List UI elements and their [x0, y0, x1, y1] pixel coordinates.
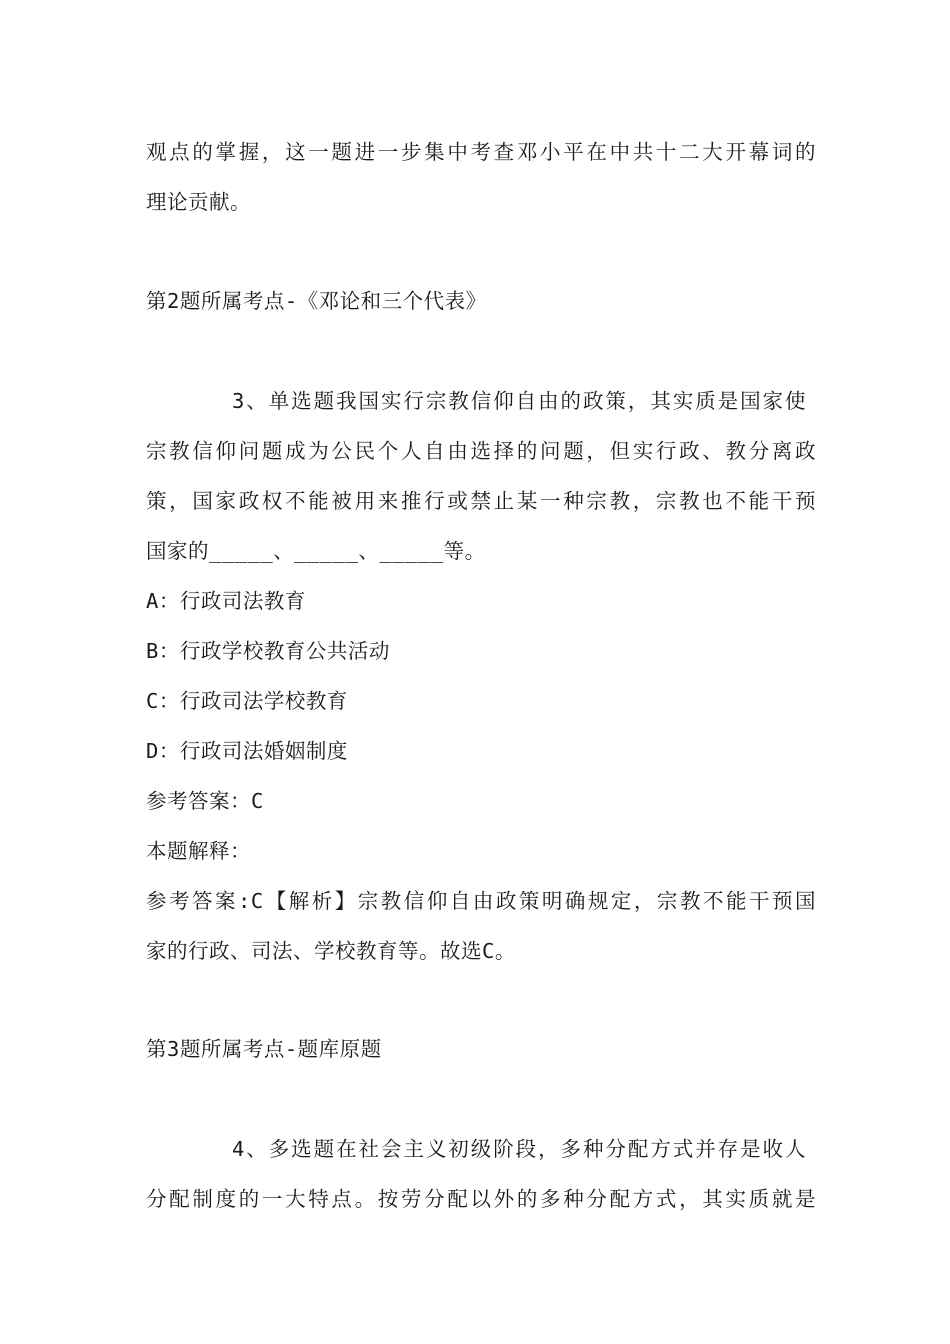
option-b: B：行政学校教育公共活动 [146, 639, 390, 663]
option-c: C：行政司法学校教育 [146, 689, 348, 713]
section-heading: 第2题所属考点-《邓论和三个代表》 [146, 289, 487, 313]
question-stem-line: 分配制度的一大特点。按劳分配以外的多种分配方式，其实质就是 [146, 1187, 816, 1211]
question-stem-line: 4、多选题在社会主义初级阶段，多种分配方式并存是收人 [232, 1137, 806, 1161]
paragraph-line: 理论贡献。 [146, 190, 251, 214]
paragraph-line: 观点的掌握，这一题进一步集中考查邓小平在中共十二大开幕词的 [146, 140, 816, 164]
section-heading: 第3题所属考点-题库原题 [146, 1037, 382, 1061]
explanation-line: 参考答案:C【解析】宗教信仰自由政策明确规定，宗教不能干预国 [146, 889, 816, 913]
question-stem-line: 策，国家政权不能被用来推行或禁止某一种宗教，宗教也不能干预 [146, 489, 816, 513]
explanation-line: 家的行政、司法、学校教育等。故选C。 [146, 939, 516, 963]
question-stem-line: 3、单选题我国实行宗教信仰自由的政策，其实质是国家使 [232, 389, 806, 413]
option-d: D：行政司法婚姻制度 [146, 739, 348, 763]
explanation-label: 本题解释： [146, 839, 251, 863]
option-a: A：行政司法教育 [146, 589, 306, 613]
reference-answer: 参考答案：C [146, 789, 264, 813]
question-stem-line: 宗教信仰问题成为公民个人自由选择的问题，但实行政、教分离政 [146, 439, 816, 463]
question-stem-line: 国家的_____、_____、_____等。 [146, 539, 486, 563]
